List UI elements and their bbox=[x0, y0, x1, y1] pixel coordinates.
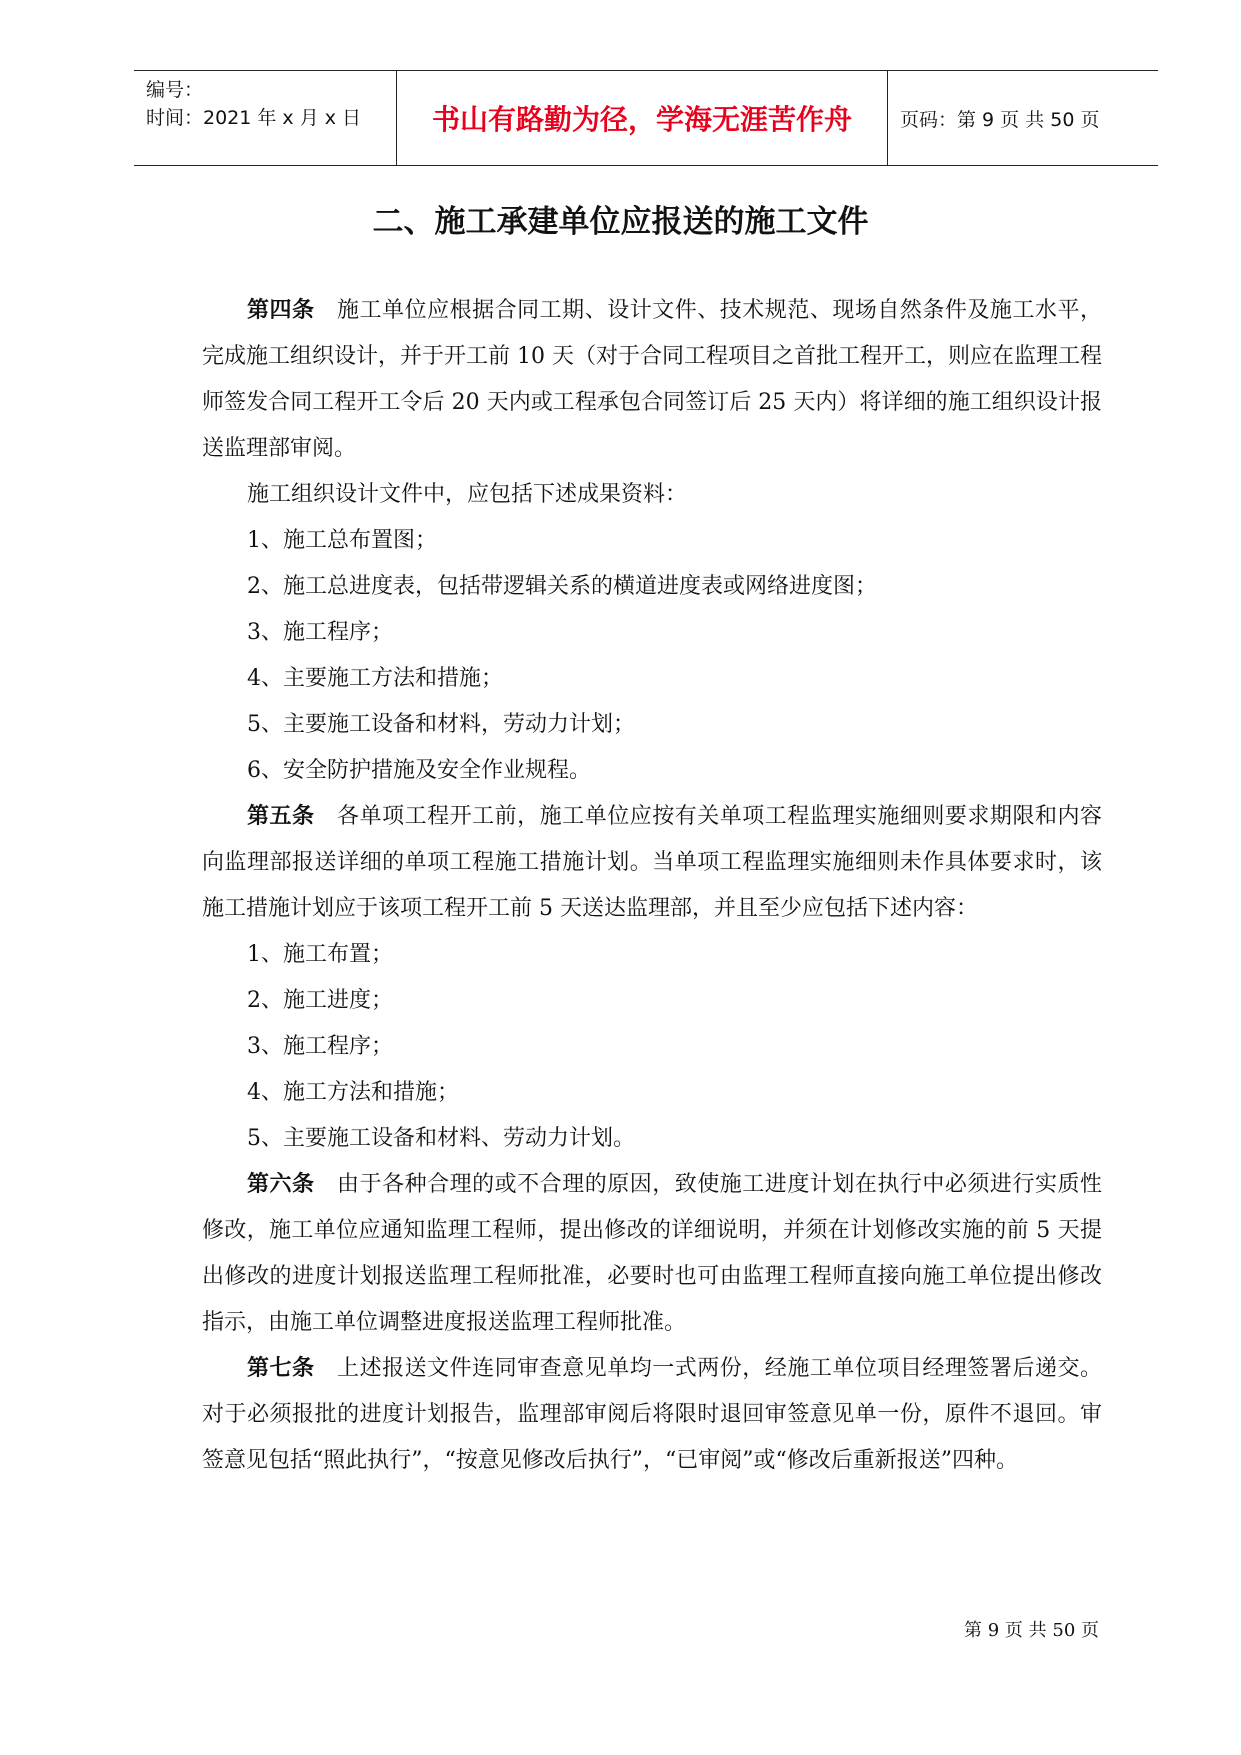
article-5 bbox=[202, 794, 1102, 932]
list-item: 4、主要施工方法和措施； bbox=[247, 666, 503, 691]
header-page-label: 页码：第 9 页 共 50 页 bbox=[900, 108, 1100, 131]
article-6-text: 由于各种合理的或不合理的原因，致使施工进度计划在执行中必须进行实质性修改，施工单位应通知监理工程师，提出修改的详细说明，并须在计划修改实施的前 5 天提出修改的进度计划报送监理工程师批准，必要时也可由监理工程师直接向施工单位提出修改指示，由施工单位调整进度报送监理工程师批准。 bbox=[202, 1172, 1102, 1335]
list-item: 4、施工方法和措施； bbox=[247, 1080, 459, 1105]
list-item: 2、施工总进度表，包括带逻辑关系的横道进度表或网络进度图； bbox=[247, 574, 877, 599]
list-item: 2、施工进度； bbox=[247, 988, 393, 1013]
header-meta bbox=[134, 71, 397, 165]
article-5-heading: 第五条 bbox=[247, 804, 315, 829]
article-4-intro: 施工组织设计文件中，应包括下述成果资料： bbox=[247, 482, 688, 507]
doc-time-label: 时间：2021 年 x 月 x 日 bbox=[146, 107, 362, 129]
article-4 bbox=[202, 288, 1102, 472]
article-5-text: 各单项工程开工前，施工单位应按有关单项工程监理实施细则要求期限和内容向监理部报送详细的单项工程施工措施计划。当单项工程监理实施细则未作具体要求时，该施工措施计划应于该项工程开工前 5 天送达监理部，并且至少应包括下述内容： bbox=[202, 804, 1102, 921]
page-header bbox=[134, 70, 1158, 166]
list-item: 1、施工布置； bbox=[247, 942, 393, 967]
doc-code-label: 编号： bbox=[146, 79, 204, 101]
list-item: 3、施工程序； bbox=[247, 1034, 393, 1059]
section-title: 二、施工承建单位应报送的施工文件 bbox=[372, 204, 869, 240]
list-item: 5、主要施工设备和材料，劳动力计划； bbox=[247, 712, 635, 737]
list-item: 6、安全防护措施及安全作业规程。 bbox=[247, 758, 591, 783]
article-4-heading: 第四条 bbox=[247, 298, 315, 323]
article-7-text: 上述报送文件连同审查意见单均一式两份，经施工单位项目经理签署后递交。对于必须报批的进度计划报告，监理部审阅后将限时退回审签意见单一份，原件不退回。审签意见包括“照此执行”，“按意见修改后执行”，“已审阅”或“修改后重新报送”四种。 bbox=[202, 1356, 1102, 1473]
article-4-text: 施工单位应根据合同工期、设计文件、技术规范、现场自然条件及施工水平，完成施工组织设计，并于开工前 10 天（对于合同工程项目之首批工程开工，则应在监理工程师签发合同工程开工令后 20 天内或工程承包合同签订后 25 天内）将详细的施工组织设计报送监理部审阅。 bbox=[202, 298, 1102, 461]
article-6-heading: 第六条 bbox=[247, 1172, 315, 1197]
article-7 bbox=[202, 1346, 1102, 1484]
page-footer: 第 9 页 共 50 页 bbox=[964, 1620, 1099, 1641]
list-item: 3、施工程序； bbox=[247, 620, 393, 645]
article-7-heading: 第七条 bbox=[247, 1356, 315, 1381]
article-6 bbox=[202, 1162, 1102, 1346]
header-page-info bbox=[888, 71, 1158, 165]
list-item: 1、施工总布置图； bbox=[247, 528, 437, 553]
header-motto: 书山有路勤为径，学海无涯苦作舟 bbox=[397, 71, 888, 165]
document-body bbox=[202, 288, 1102, 1484]
list-item: 5、主要施工设备和材料、劳动力计划。 bbox=[247, 1126, 635, 1151]
